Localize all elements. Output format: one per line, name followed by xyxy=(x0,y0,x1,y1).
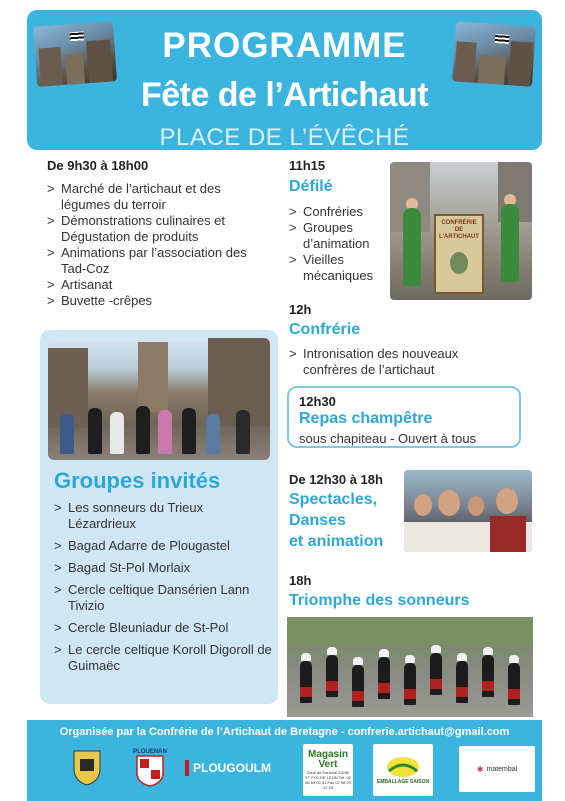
spectacles-time: De 12h30 à 18h xyxy=(289,472,383,487)
spectacles-title-1: Spectacles, xyxy=(289,491,378,508)
page-title: PROGRAMME xyxy=(162,26,407,65)
magasin-vert-label: Magasin Vert xyxy=(307,749,348,770)
list-item: > Vieilles mécaniques xyxy=(289,252,385,284)
event-location: PLACE DE L’ÉVÊCHÉ xyxy=(159,124,410,151)
dancers-photo xyxy=(48,338,270,460)
plougoulm-logo xyxy=(185,744,271,792)
defile-time: 11h15 xyxy=(289,158,326,173)
list-item: > Cercle celtique Dansérien Lann Tivizio xyxy=(54,582,274,614)
groupes-list xyxy=(54,500,274,680)
morning-time: De 9h30 à 18h00 xyxy=(47,158,149,173)
list-item: > Marché de l’artichaut et des légumes du terroir xyxy=(47,181,269,213)
matembal-logo xyxy=(459,746,535,792)
matembal-label: matembal xyxy=(486,765,518,773)
list-item: > Le cercle celtique Koroll Digoroll de Guimaëc xyxy=(54,642,274,674)
list-item: > Buvette -crêpes xyxy=(47,293,269,309)
list-item: > Intronisation des nouveaux confrères de l’artichaut xyxy=(289,346,479,378)
parade-photo xyxy=(390,162,532,300)
list-item: > Confréries xyxy=(289,204,385,220)
spectacles-title-3: et animation xyxy=(289,533,384,550)
list-item: > Cercle Bleuniadur de St-Pol xyxy=(54,620,274,636)
pipers-photo xyxy=(287,617,533,717)
organizer-text: Organisée par la Confrérie de l’Artichaut de Bretagne - confrerie.artichaut@gmail.com xyxy=(59,726,510,738)
confrerie-time: 12h xyxy=(289,302,312,317)
list-item: > Artisanat xyxy=(47,277,269,293)
defile-list xyxy=(289,204,385,284)
list-item: > Animations par l’association des Tad-Coz xyxy=(47,245,269,277)
triomphe-title: Triomphe des sonneurs xyxy=(289,592,470,609)
repas-detail: sous chapiteau - Ouvert à tous xyxy=(299,431,477,446)
confrerie-banner xyxy=(434,214,484,294)
spectators-photo xyxy=(404,470,532,552)
plouenan-logo xyxy=(127,744,173,792)
lebris-logo xyxy=(373,744,433,796)
banner-text: CONFRÉRIE DE L'ARTICHAUT xyxy=(438,220,480,240)
plougoulm-label: PLOUGOULM xyxy=(193,761,271,775)
header-banner xyxy=(27,10,542,150)
confrerie-title: Confrérie xyxy=(289,321,361,338)
coat-of-arms-logo xyxy=(67,744,107,792)
confrerie-list xyxy=(289,346,479,378)
lebris-label: EMBALLAGE SAISON xyxy=(376,779,430,785)
repas-time: 12h30 xyxy=(299,394,336,409)
list-item: > Groupes d’animation xyxy=(289,220,385,252)
morning-list xyxy=(47,181,269,309)
list-item: > Les sonneurs du Trieux Lézardrieux xyxy=(54,500,274,532)
repas-title: Repas champêtre xyxy=(299,410,433,427)
list-item: > Bagad St-Pol Morlaix xyxy=(54,560,274,576)
footer-banner xyxy=(27,720,542,801)
triomphe-time: 18h xyxy=(289,573,312,588)
magasin-vert-logo xyxy=(303,744,353,796)
event-name: Fête de l’Artichaut xyxy=(140,76,429,114)
matembal-icon: ✱ xyxy=(476,764,484,774)
defile-title: Défilé xyxy=(289,178,333,195)
plouenan-label: PLOUENAN xyxy=(133,749,167,755)
magasin-vert-address: Zone de Kerivoal 29250 ST POL DE LEON Tél. 02 98 69 00 31 Fax 02 98 29 12 15 xyxy=(305,770,351,790)
list-item: > Bagad Adarre de Plougastel xyxy=(54,538,274,554)
repas-box xyxy=(287,386,521,448)
groupes-title: Groupes invités xyxy=(54,468,221,493)
spectacles-title-2: Danses xyxy=(289,512,346,529)
morning-section xyxy=(47,158,277,309)
list-item: > Démonstrations culinaires et Dégustation de produits xyxy=(47,213,269,245)
